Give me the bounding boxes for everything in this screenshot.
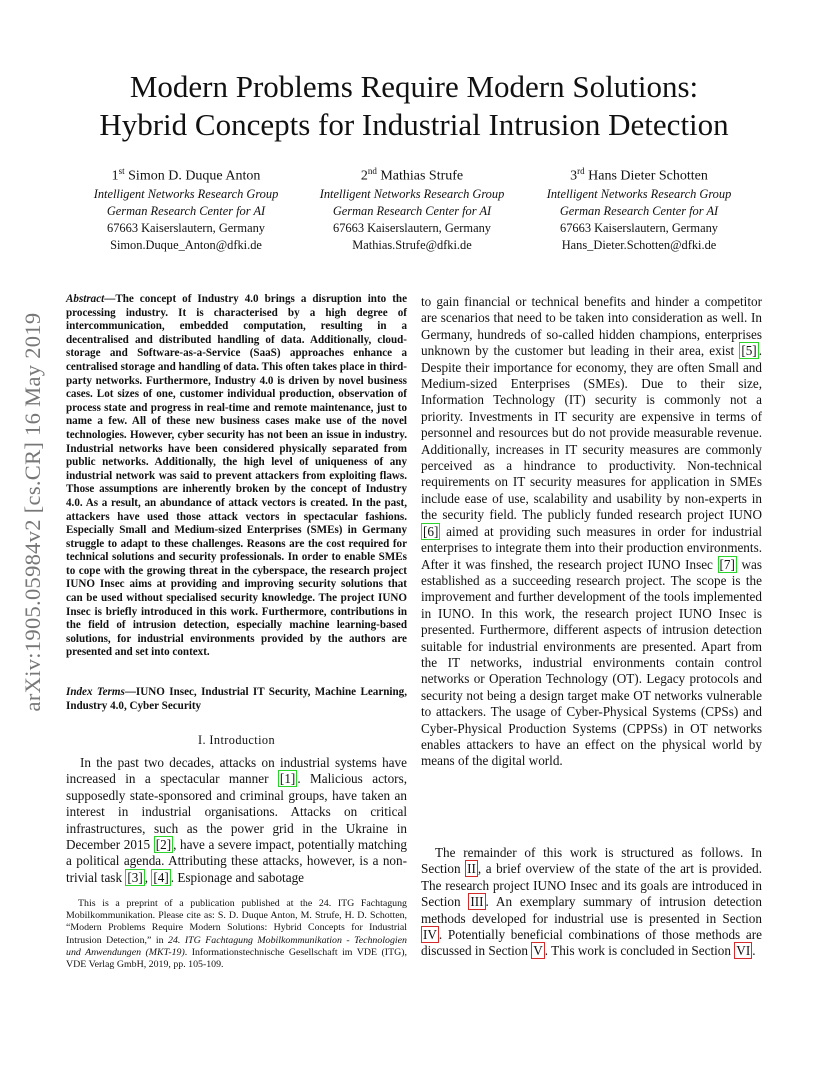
citation-link[interactable]: [2]: [155, 837, 172, 853]
intro-paragraph: [66, 755, 407, 886]
structure-paragraph: [421, 845, 762, 960]
citation-link[interactable]: [5]: [741, 343, 757, 359]
author-address: 67663 Kaiserslautern, Germany: [333, 220, 491, 235]
author-name: [297, 162, 527, 186]
body-text: was established as a succeeding research project. The scope is the improvement and further development of the tools implemented in IUNO. In this work, the research project IUNO Insec is presented. Furthermore, different aspects of intrusion detection suitable for industrial environments are presented. Apart from the IT networks, industrial environments contain control networks or Operation Technology (OT). Legacy protocols and security not being a design target make OT networks vulnerable to attackers. The usage of Cyber-Physical Systems (CPSs) and Cyber-Physical Production Systems (CPPSs) in OT networks enables attackers to have an effect on the physical world by means of the digital world.: [421, 556, 762, 769]
author-group: Intelligent Networks Research Group: [319, 186, 505, 201]
footnote-text: . Informationstechnische Gesellschaft im VDE (ITG), VDE Verlag GmbH, 2019, pp. 105-109.: [66, 946, 407, 971]
author-group: Intelligent Networks Research Group: [93, 186, 279, 201]
intro-text: . Malicious actors, supposedly state-sponsored and criminal groups, have taken an interest in industrial organisations. Attacks on critical infrastructures, such as the power grid in the Ukraine in December 2015: [66, 771, 408, 853]
section-link[interactable]: V: [533, 943, 543, 959]
author-ordinal-suffix: st: [118, 166, 125, 176]
right-column-paragraph: [421, 294, 762, 770]
paper-title: [60, 68, 768, 144]
footnote-venue: 24. ITG Fachtagung Mobilkommunikation - Technologien und Anwendungen (MKT-19): [66, 934, 407, 958]
author-name-text: Hans Dieter Schotten: [588, 168, 708, 184]
citation-link[interactable]: [4]: [153, 869, 169, 885]
citation-link[interactable]: [3]: [127, 869, 143, 885]
citation-link[interactable]: [1]: [279, 771, 296, 787]
author-block-3: [524, 162, 754, 254]
author-email: Hans_Dieter.Schotten@dfki.de: [561, 237, 717, 252]
abstract: [66, 293, 407, 660]
citation-link[interactable]: [6]: [423, 523, 439, 539]
author-center: German Research Center for AI: [106, 203, 266, 218]
body-text: . Potentially beneficial combinations of those methods are discussed in Section: [421, 927, 762, 959]
author-ordinal: 1: [111, 168, 119, 184]
author-name-text: Mathias Strufe: [380, 168, 464, 184]
body-text: . An exemplary summary of intrusion detection methods developed for industrial use is presented in Section: [421, 894, 762, 926]
author-center: German Research Center for AI: [559, 203, 719, 218]
intro-text: , have a severe impact, potentially matching a political agenda. Attributing these attacks, however, is a non-trivial task: [66, 837, 407, 885]
citation-link[interactable]: [7]: [719, 556, 735, 572]
section-link[interactable]: III: [470, 894, 484, 910]
intro-text: . Espionage and sabotage: [170, 869, 305, 885]
section-link[interactable]: II: [467, 861, 476, 877]
author-address: 67663 Kaiserslautern, Germany: [107, 220, 265, 235]
footnote-text: This is a preprint of a publication published at the 24. ITG Fachtagung Mobilkommunikation. Please cite as: S. D. Duque Anton, M. Strufe, H. D. Schotten, “Modern Problems Require Modern Solutions: Hybrid Concepts for Industrial Intrusion Detection,” in: [66, 898, 407, 946]
author-email: Simon.Duque_Anton@dfki.de: [110, 237, 262, 252]
section-link[interactable]: VI: [736, 943, 751, 959]
author-name: [524, 162, 754, 186]
abstract-label: Abstract: [66, 293, 105, 305]
author-block-2: [297, 162, 527, 254]
author-address: 67663 Kaiserslautern, Germany: [560, 220, 718, 235]
author-ordinal-suffix: rd: [577, 166, 585, 176]
index-terms-text: —IUNO Insec, Industrial IT Security, Machine Learning, Industry 4.0, Cyber Security: [66, 686, 407, 712]
abstract-text: —The concept of Industry 4.0 brings a disruption into the processing industry. It is characterised by a high degree of intercommunication, embedded computation, resulting in a decentralised and distributed handling of data. Additionally, cloud-storage and Software-as-a-Service (SaaS) approaches enhance a centralised storage and handling of data. This often takes place in third-party networks. Furthermore, Industry 4.0 is driven by novel business cases. Lot sizes of one, customer individual production, observation of process state and progress in real-time and remote maintenance, just to name a few. All of these new business cases make use of the novel technologies. However, cyber security has not been an issue in industry. Industrial networks have been considered physically separated from public networks. Additionally, the high level of uniqueness of any industrial network was said to prevent attackers from exploiting flaws. Those assumptions are inherently broken by the concept of Industry 4.0. As a result, an abundance of attack vectors is created. In the past, attackers have used those attack vectors in spectacular fashions. Especially Small and Medium-sized Enterprises (SMEs) in Germany struggle to adapt to these challenges. Reasons are the cost required for technical solutions and security professionals. In order to enable SMEs to cope with the growing threat in the cyberspace, the research project IUNO Insec aims at providing and improving security solutions that can be used without specialised security knowledge. The project IUNO Insec is briefly introduced in this work. Furthermore, contributions in the field of intrusion detection, especially machine learning-based solutions, for industrial environments provided by the authors are presented and set into context.: [66, 293, 407, 659]
author-ordinal-suffix: nd: [367, 166, 377, 176]
body-text: .: [752, 943, 756, 959]
section-link[interactable]: IV: [423, 927, 437, 943]
title-line-2: Hybrid Concepts for Industrial Intrusion Detection: [99, 107, 729, 142]
author-ordinal: 2: [360, 168, 368, 184]
arxiv-side-label: [8, 262, 58, 762]
author-block-1: [71, 162, 301, 254]
footnote: [66, 898, 407, 971]
body-text: , a brief overview of the state of the art is provided. The research project IUNO Insec and its goals are introduced in Section: [421, 861, 762, 910]
arxiv-identifier: arXiv:1905.05984v2 [cs.CR] 16 May 2019: [20, 312, 45, 712]
title-line-1: Modern Problems Require Modern Solutions:: [129, 69, 699, 104]
index-terms: [66, 686, 407, 713]
intro-text: ,: [144, 869, 152, 885]
section-heading-introduction: I. Introduction: [197, 733, 276, 747]
author-name-text: Simon D. Duque Anton: [128, 168, 261, 184]
body-text: . Despite their importance for economy, they are often Small and Medium-sized Enterprises (SMEs). Due to their size, Information Technology (IT) security is commonly not a priority. Investments in IT security are expensive in terms of personnel and resources but do not provide measurable revenue. Additionally, increases in IT security measures are commonly perceived as a hindrance to productivity. Non-technical requirements on IT security measures for application in SMEs include ease of use, scalability and usability by non-experts in the security field. The publicly funded research project IUNO: [421, 343, 762, 523]
body-text: aimed at providing such measures in order for industrial enterprises to integrate them into their production environments. After it was finshed, the research project IUNO Insec: [421, 523, 762, 572]
body-text: to gain financial or technical benefits and hinder a competitor are scenarios that need to be taken into consideration as well. In Germany, hundreds of so-called hidden champions, enterprises unknown by the customer but leading in their area, exist: [421, 294, 762, 359]
body-text: . This work is concluded in Section: [544, 943, 735, 959]
body-text: The remainder of this work is structured as follows. In Section: [421, 845, 762, 877]
author-email: Mathias.Strufe@dfki.de: [352, 237, 472, 252]
author-name: [71, 162, 301, 186]
author-ordinal: 3: [570, 168, 578, 184]
author-group: Intelligent Networks Research Group: [546, 186, 732, 201]
author-center: German Research Center for AI: [332, 203, 492, 218]
index-terms-label: Index Terms: [66, 686, 125, 698]
intro-text: In the past two decades, attacks on industrial systems have increased in a spectacular manner: [66, 755, 407, 787]
